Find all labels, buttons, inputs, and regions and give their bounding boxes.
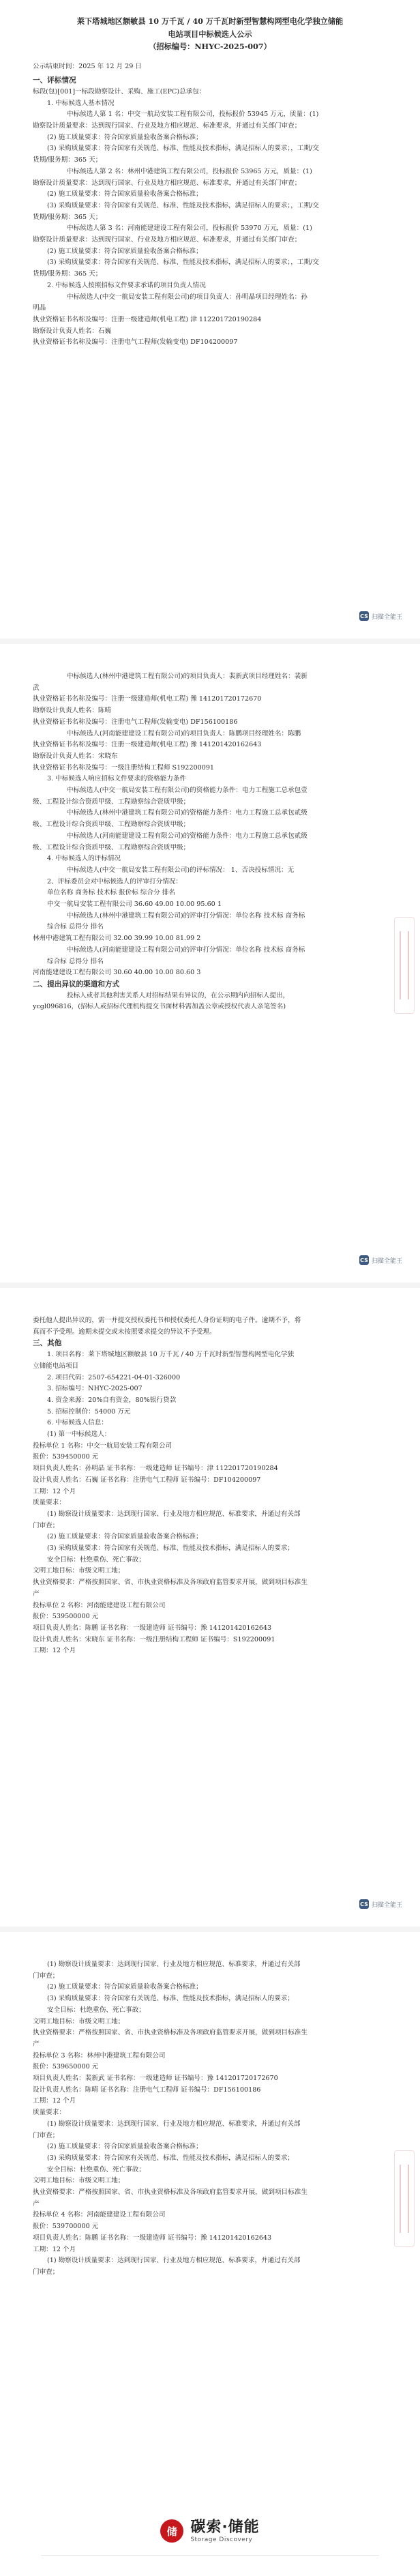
paragraph-line: 中标候选人第 3 名：河南能建建设工程有限公司，投标报价 53970 万元，质量：(1) [67, 224, 312, 233]
paragraph-line: 投标单位 3 名称：林州中港建筑工程有限公司 [33, 2051, 166, 2060]
paragraph-line: (3) 采购质量要求：符合国家有关规范、标准、性能及技术指标，满足招标人的要求； [47, 2154, 295, 2162]
paragraph-line: 门审查； [33, 2131, 59, 2139]
document-page-1 [0, 0, 420, 639]
paragraph-line: 2. 中标候选人按照招标文件要求承诺的项目负责人情况 [47, 281, 206, 289]
paragraph-line: 工期：12 个月 [33, 2245, 76, 2253]
paragraph-line: 级、工程设计综合资质甲级、工程勘察综合资质甲级； [33, 821, 190, 829]
scanner-watermark [359, 1899, 402, 1909]
paragraph-line: 中标候选人(林州中港建筑工程有限公司)的评审打分情况：单位名称 技术标 商务标 [67, 911, 305, 920]
title-line-3: （招标编号：NHYC-2025-007） [149, 42, 271, 51]
paragraph-line: 中标候选人(中交一航局安装工程有限公司)的资格能力条件：电力工程施工总承包壹 [67, 787, 308, 795]
paragraph-line: (1) 勘察设计质量要求：达到现行国家、行业及地方相应规范、标准要求，并通过有关部 [47, 2120, 301, 2128]
paragraph-line: 勘察设计质量要求：达到现行国家、行业及地方相应规范、标准要求，并通过有关部门审查； [33, 236, 301, 244]
paragraph-line: 执业资格要求：严格按照国家、省、市执业资格标准及各项政府监管要求开展，做到项目标准生 [33, 1579, 308, 1587]
paragraph-line: 执业资格证书名称及编号：注册一级建造师(机电工程) 豫 141201720172670 [33, 695, 262, 703]
paragraph-line: 标段(包)[001]一标段勘察设计、采购、施工(EPC)总承包： [33, 87, 206, 96]
paragraph-line: 综合标 总得分 排名 [47, 923, 104, 931]
paragraph-line: 工期：12 个月 [33, 1487, 76, 1495]
paragraph-line: 门审查； [33, 1521, 59, 1530]
paragraph-line: 质量要求： [33, 2109, 65, 2117]
document-page-3 [0, 1288, 420, 1927]
paragraph-line: 2. 项目代码：2507-654221-04-01-326000 [47, 1373, 181, 1381]
seal-stamp-icon [394, 917, 415, 1014]
paragraph-line: 级、工程设计综合资质甲级、工程勘察综合资质甲级； [33, 797, 190, 806]
scanner-watermark [359, 1255, 402, 1265]
paragraph-line: 投标单位 2 名称：河南能建建设工程有限公司 [33, 1601, 166, 1609]
scanner-label: 扫描全能王 [371, 613, 402, 621]
scanner-logo-icon: CS [359, 1255, 369, 1265]
paragraph-line: 真而不予受理。逾期未提交或未按照要求提交的异议不予受理。 [33, 1328, 216, 1336]
paragraph-line: 执业资格证书名称及编号：注册电气工程师(发输变电) DF104200097 [33, 338, 238, 347]
paragraph-line: 执业资格要求：严格按照国家、省、市执业资格标准及各项政府监管要求开展，做到项目标准生 [33, 2189, 308, 2197]
paragraph-line: 明晶 [33, 304, 46, 312]
paragraph-line: 文明工地目标：市级文明工地； [33, 2017, 125, 2025]
section-heading: 二、提出异议的渠道和方式 [33, 980, 120, 989]
brand-logo-icon: 储 [160, 2519, 183, 2543]
paragraph-line: 3. 中标候选人响应招标文件要求的资格能力条件 [47, 775, 187, 783]
paragraph-line: (1) 勘察设计质量要求：达到现行国家、行业及地方相应规范、标准要求，并通过有关部 [47, 1961, 301, 1968]
paragraph-line: 中标候选人(中交一航局安装工程有限公司)的评标情况： 1、否决投标情况：无 [67, 866, 295, 874]
paragraph-line: 门审查； [33, 1972, 59, 1980]
paragraph-line: (1) 勘察设计质量要求：达到现行国家、行业及地方相应规范、标准要求，并通过有关部 [47, 2257, 301, 2265]
paragraph-line: 文明工地目标：市级文明工地； [33, 1567, 125, 1575]
page-body [33, 1959, 387, 2279]
paragraph-line: 勘察设计质量要求：达到现行国家、行业及地方相应规范、标准要求，并通过有关部门审查； [33, 179, 301, 187]
paragraph-line: 质量要求： [33, 1499, 65, 1507]
paragraph-line: 报价：539500000 元 [33, 1613, 99, 1621]
paragraph-line: 1. 项目名称：莱下塔城地区额敏县 10 万千瓦 / 40 万千瓦时新型智慧构网型电化学独 [47, 1351, 295, 1359]
footer-divider [41, 2555, 379, 2556]
title-line-2: 电站项目中标候选人公示 [168, 29, 252, 39]
paragraph-line: 1. 中标候选人基本情况 [47, 99, 115, 107]
scanner-logo-icon: CS [359, 611, 369, 621]
paragraph-line: 设计负责人姓名：宋晓东 证书名称：一级注册结构工程师 证书编号：S192200091 [33, 1635, 275, 1643]
paragraph-line: 中标候选人(河南能建建设工程有限公司)的资格能力条件：电力工程施工总承包贰级 [67, 832, 308, 840]
page-body [33, 75, 387, 349]
page-body [33, 1315, 387, 1657]
paragraph-line: 设计负责人姓名：陈晴 证书名称：注册电气工程师 证书编号：DF156100186 [33, 2085, 261, 2094]
paragraph-line: 产 [33, 2199, 40, 2208]
paragraph-line: 2、评标委员会对中标候选人的评审打分情况： [47, 877, 182, 886]
paragraph-line: 单位名称 商务标 技术标 报价标 综合分 排名 [47, 889, 175, 897]
paragraph-line: 报价：539450000 元 [33, 1453, 99, 1461]
paragraph-line: 中交一航局安装工程有限公司 36.60 49.00 10.00 95.60 1 [47, 901, 222, 909]
paragraph-line: 项目负责人姓名：裴新武 证书名称：一级建造师 证书编号：豫 141201720172670 [33, 2075, 278, 2083]
title-line-1: 莱下塔城地区额敏县 10 万千瓦 / 40 万千瓦时新型智慧构网型电化学独立储能 [76, 16, 344, 26]
document-page-4 [0, 1932, 420, 2576]
paragraph-line: 执业资格证书名称及编号：一级注册结构工程师 S192200091 [33, 763, 215, 772]
scanner-label: 扫描全能王 [371, 1901, 402, 1909]
paragraph-line: 投标人或者其他利害关系人对招标结果有异议的，在公示期内向招标人提出， [67, 991, 290, 999]
seal-stamp-icon [394, 2150, 415, 2247]
paragraph-line: 工期：12 个月 [33, 1647, 76, 1655]
paragraph-line: (3) 采购质量要求：符合国家有关规范、标准、性能及技术指标，满足招标人的要求；，工期/交 [47, 259, 319, 267]
paragraph-line: 工期：12 个月 [33, 2097, 76, 2105]
paragraph-line: 勘察设计负责人姓名：石巍 [33, 327, 112, 335]
paragraph-line: (3) 采购质量要求：符合国家有关规范、标准、性能及技术指标，满足招标人的要求； [47, 1995, 295, 2003]
paragraph-line: (2) 施工质量要求：符合国家质量验收备案合格标准； [47, 133, 202, 141]
paragraph-line: (3) 采购质量要求：符合国家有关规范、标准、性能及技术指标，满足招标人的要求；，工期/交 [47, 201, 319, 209]
page-body [33, 671, 387, 1013]
paragraph-line: 产 [33, 2040, 40, 2048]
paragraph-line: 河南能建建设工程有限公司 30.60 40.00 10.00 80.60 3 [33, 969, 201, 977]
paragraph-line: 货期/服务期：365 天； [33, 270, 102, 278]
paragraph-line: 综合标 总得分 排名 [47, 957, 104, 965]
paragraph-line: 4. 中标候选人的评标情况 [47, 855, 121, 863]
paragraph-line: 执业资格证书名称及编号：注册一级建造师(机电工程) 豫 141201420162643 [33, 741, 262, 749]
paragraph-line: 项目负责人姓名：孙明晶 证书名称：一级建造师 证书编号：津 112201720190284 [33, 1465, 278, 1473]
paragraph-line: 中标候选人(林州中港建筑工程有限公司)的项目负责人：裴新武项目经理姓名：裴新 [67, 673, 308, 680]
scanner-watermark [359, 611, 402, 621]
paragraph-line: 委托他人提出异议的，需一并提交授权委托书和授权委托人身份证明的电子件。逾期不予，将 [33, 1317, 301, 1324]
paragraph-line: 中标候选人(林州中港建筑工程有限公司)的资格能力条件：电力工程施工总承包贰级 [67, 809, 308, 817]
paragraph-line: 执业资格证书名称及编号：注册一级建造师(机电工程) 津 112201720190284 [33, 315, 262, 323]
paragraph-line: 5. 招标控制价：54000 万元 [47, 1407, 131, 1416]
paragraph-line: (2) 施工质量要求：符合国家质量验收备案合格标准； [47, 190, 202, 199]
paragraph-line: 武 [33, 684, 40, 692]
paragraph-line: 安全目标：杜绝重伤、死亡事故； [47, 1555, 145, 1564]
paragraph-line: 6. 中标候选人信息： [47, 1419, 108, 1427]
paragraph-line: 文明工地目标：市级文明工地； [33, 2177, 125, 2185]
paragraph-line: 门审查； [33, 2268, 59, 2276]
paragraph-line: 货期/服务期：365 天； [33, 156, 102, 164]
section-heading: 一、评标情况 [33, 76, 76, 85]
paragraph-line: (1) 勘察设计质量要求：达到现行国家、行业及地方相应规范、标准要求，并通过有关部 [47, 1510, 301, 1518]
paragraph-line: (2) 施工质量要求：符合国家质量验收备案合格标准； [47, 2143, 202, 2151]
paragraph-line: (1) 第一中标候选人： [47, 1431, 111, 1439]
paragraph-line: 投标单位 4 名称：河南能建建设工程有限公司 [33, 2211, 166, 2219]
paragraph-line: (2) 施工质量要求：符合国家质量验收备案合格标准； [47, 1533, 202, 1541]
paragraph-line: 项目负责人姓名：陈鹏 证书名称：一级建造师 证书编号：豫 141201420162643 [33, 1624, 272, 1632]
document-title [33, 15, 387, 53]
paragraph-line: 货期/服务期：365 天； [33, 213, 102, 221]
section-heading: 三、其他 [33, 1339, 62, 1348]
paragraph-line: 执业资格要求：严格按照国家、省、市执业资格标准及各项政府监管要求开展，做到项目标准生 [33, 2029, 308, 2037]
paragraph-line: 中标候选人第 2 名：林州中港建筑工程有限公司，投标报价 53965 万元，质量：(1) [67, 167, 312, 175]
paragraph-line: 设计负责人姓名：石巍 证书名称：注册电气工程师 证书编号：DF104200097 [33, 1476, 261, 1484]
paragraph-line: 安全目标：杜绝重伤、死亡事故； [47, 2006, 145, 2014]
paragraph-line: 报价：539650000 元 [33, 2063, 99, 2071]
paragraph-line: 投标单位 1 名称：中交一航局安装工程有限公司 [33, 1441, 172, 1450]
paragraph-line: 级、工程设计综合资质甲级、工程勘察综合资质甲级； [33, 843, 190, 851]
paragraph-line: 勘察设计质量要求：达到现行国家、行业及地方相应规范、标准要求，并通过有关部门审查； [33, 122, 301, 130]
paragraph-line: 林州中港建筑工程有限公司 32.00 39.99 10.00 81.99 2 [33, 935, 201, 943]
brand-footer [0, 2519, 420, 2543]
paragraph-line: 中标候选人(河南能建建设工程有限公司)的项目负责人：陈鹏项目经理姓名：陈鹏 [67, 729, 301, 737]
paragraph-line: (3) 采购质量要求：符合国家有关规范、标准、性能及技术指标，满足招标人的要求；，工期/交 [47, 145, 319, 153]
paragraph-line: 执业资格证书名称及编号：注册电气工程师(发输变电) DF156100186 [33, 718, 238, 726]
paragraph-line: ycgl096816，(招标人或招标代理机构提交书面材料需加盖公章或授权代表人亲笔签名) [33, 1003, 286, 1011]
paragraph-line: 中标候选人(河南能建建设工程有限公司)的评审打分情况：单位名称 技术标 商务标 [67, 946, 305, 954]
publish-time: 公示结束时间：2025 年 12 月 29 日 [33, 62, 142, 70]
paragraph-line: 报价：539700000 元 [33, 2223, 99, 2231]
paragraph-line: 4. 资金来源：20%自有资金，80%银行贷款 [47, 1396, 177, 1404]
paragraph-line: (2) 施工质量要求：符合国家质量验收备案合格标准； [47, 1983, 202, 1991]
paragraph-line: (2) 施工质量要求：符合国家质量验收备案合格标准； [47, 247, 202, 255]
document-page-2 [0, 644, 420, 1283]
paragraph-line: 勘察设计负责人姓名：宋晓东 [33, 752, 118, 760]
brand-name-en: Storage Discovery [190, 2536, 253, 2543]
brand-name: 碳索·储能 [190, 2519, 260, 2536]
paragraph-line: 产 [33, 1590, 40, 1598]
paragraph-line: 立储能电站项目 [33, 1362, 79, 1370]
paragraph-line: 安全目标：杜绝重伤、死亡事故； [47, 2165, 145, 2174]
paragraph-line: 勘察设计负责人姓名：陈晴 [33, 707, 112, 715]
paragraph-line: 中标候选人第 1 名：中交一航局安装工程有限公司，投标报价 53945 万元，质量：(1) [67, 111, 319, 119]
scanner-logo-icon: CS [359, 1899, 369, 1909]
paragraph-line: 中标候选人(中交一航局安装工程有限公司)的项目负责人：孙明晶项目经理姓名：孙 [67, 293, 308, 301]
scanner-label: 扫描全能王 [371, 1257, 402, 1265]
paragraph-line: 项目负责人姓名：陈鹏 证书名称：一级建造师 证书编号：豫 141201420162643 [33, 2234, 272, 2242]
paragraph-line: (3) 采购质量要求：符合国家有关规范、标准、性能及技术指标，满足招标人的要求； [47, 1545, 295, 1553]
paragraph-line: 3. 招标编号：NHYC-2025-007 [47, 1385, 142, 1393]
